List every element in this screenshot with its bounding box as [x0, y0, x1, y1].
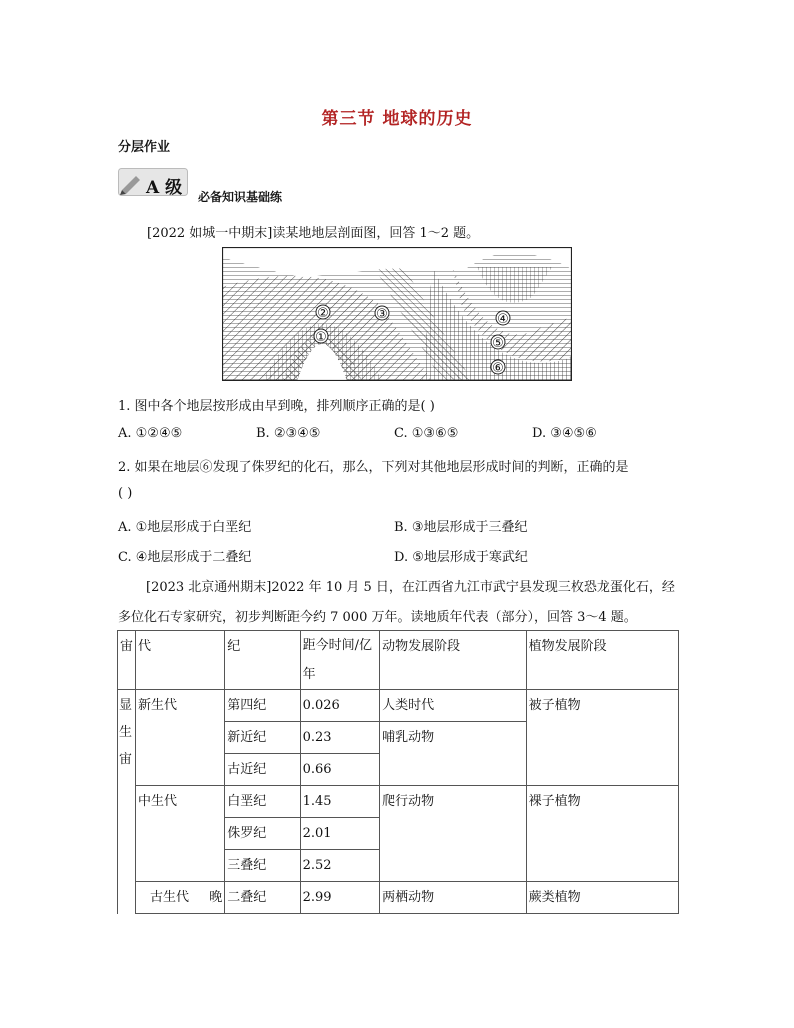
intro-2-line-1: [2023 北京通州期末]2022 年 10 月 5 日，在江西省九江市武宁县发现三枚恐龙蛋化石，经	[146, 580, 675, 595]
animal-cell: 爬行动物	[380, 786, 526, 882]
stratum-label-6: ⑥	[492, 361, 504, 376]
plant-gymnosperm: 裸子植物	[526, 786, 678, 882]
q1-option-d: D. ③④⑤⑥	[532, 426, 597, 441]
period-cell: 新近纪	[225, 722, 300, 754]
q2-option-c: C. ④地层形成于二叠纪	[118, 550, 252, 565]
header-period: 纪	[225, 631, 300, 690]
time-cell: 0.23	[300, 722, 380, 754]
header-time: 距今时间/亿年	[300, 631, 380, 690]
q1-option-a: A. ①②④⑤	[118, 426, 183, 441]
level-badge-text: A 级	[146, 178, 183, 198]
q1-option-c: C. ①③⑥⑤	[394, 426, 459, 441]
q2-option-b: B. ③地层形成于三叠纪	[394, 520, 528, 535]
time-cell: 2.52	[300, 850, 380, 882]
era-cenozoic: 新生代	[136, 690, 225, 786]
stratum-label-5: ⑤	[492, 336, 504, 351]
intro-1: [2022 如城一中期末]读某地地层剖面图，回答 1～2 题。	[147, 226, 480, 241]
intro-2-line-2: 多位化石专家研究，初步判断距今约 7 000 万年。读地质年代表（部分），回答 3～4 题。	[118, 610, 637, 625]
period-cell: 侏罗纪	[225, 818, 300, 850]
eon-cell: 显生宙	[118, 690, 136, 914]
period-cell: 第四纪	[225, 690, 300, 722]
time-cell: 2.99	[300, 882, 380, 914]
strata-cross-section	[222, 247, 572, 381]
stratum-label-2: ②	[317, 306, 329, 321]
time-cell: 1.45	[300, 786, 380, 818]
stratum-label-3: ③	[376, 307, 388, 322]
time-cell: 0.026	[300, 690, 380, 722]
q1-option-b: B. ②③④⑤	[256, 426, 321, 441]
geologic-time-table	[117, 630, 679, 914]
plant-fern: 蕨类植物	[526, 882, 678, 914]
period-cell: 二叠纪	[225, 882, 300, 914]
header-era: 代	[136, 631, 225, 690]
era-paleozoic	[136, 882, 225, 914]
level-badge-label: 必备知识基础练	[198, 190, 283, 204]
header-animal: 动物发展阶段	[380, 631, 526, 690]
era-paleozoic-label: 古生代	[150, 890, 190, 905]
page-title: 第三节 地球的历史	[321, 109, 473, 129]
q2-option-a: A. ①地层形成于白垩纪	[118, 520, 252, 535]
era-mesozoic: 中生代	[136, 786, 225, 882]
table-header-row	[118, 631, 679, 690]
question-1-stem: 1. 图中各个地层按形成由早到晚，排列顺序正确的是( )	[118, 399, 435, 414]
late-mark: 晚	[209, 890, 223, 905]
table-row	[118, 882, 679, 914]
stratum-label-1: ①	[315, 330, 327, 345]
period-cell: 古近纪	[225, 754, 300, 786]
animal-cell: 人类时代	[380, 690, 526, 722]
animal-cell: 哺乳动物	[380, 722, 526, 786]
time-cell: 0.66	[300, 754, 380, 786]
table-row	[118, 786, 679, 818]
plant-angiosperm: 被子植物	[526, 690, 678, 786]
stratum-label-4: ④	[497, 312, 509, 327]
period-cell: 白垩纪	[225, 786, 300, 818]
time-cell: 2.01	[300, 818, 380, 850]
period-cell: 三叠纪	[225, 850, 300, 882]
header-plant: 植物发展阶段	[526, 631, 678, 690]
question-2-stem-cont: ( )	[118, 486, 133, 501]
question-2-stem: 2. 如果在地层⑥发现了侏罗纪的化石，那么，下列对其他地层形成时间的判断，正确的是	[118, 460, 629, 475]
table-row	[118, 690, 679, 722]
animal-cell: 两栖动物	[380, 882, 526, 914]
q2-option-d: D. ⑤地层形成于寒武纪	[394, 550, 528, 565]
section-label: 分层作业	[118, 140, 171, 155]
header-eon: 宙	[118, 631, 136, 690]
